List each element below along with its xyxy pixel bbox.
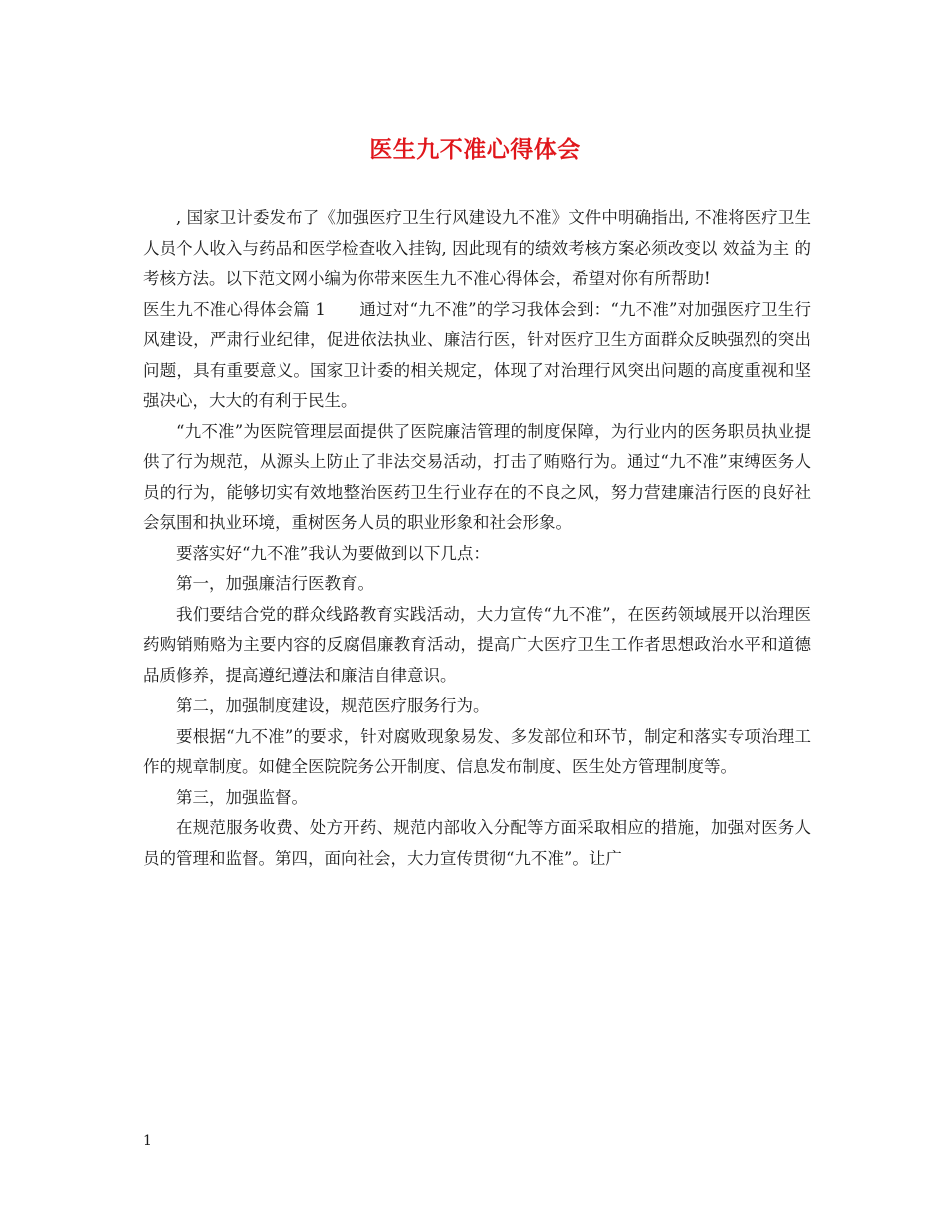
paragraph-point-3-body: 在规范服务收费、处方开药、规范内部收入分配等方面采取相应的措施，加强对医务人员的管理和监督。第四，面向社会，大力宣传贯彻“九不准”。让广 xyxy=(143,818,811,868)
paragraph-point-1-heading: 第一，加强廉洁行医教育。 xyxy=(176,574,374,593)
paragraph-points-intro: 要落实好“九不准”我认为要做到以下几点： xyxy=(176,543,490,563)
paragraph-point-1-body: 我们要结合党的群众线路教育实践活动，大力宣传“九不准”，在医药领域展开以治理医药购销贿赂为主要内容的反腐倡廉教育活动，提高广大医疗卫生工作者思想政治水平和道德品质修养，提高遵纪遵法和廉洁自律意识。 xyxy=(143,604,811,685)
page-number: 1 xyxy=(143,1133,152,1149)
paragraph-point-3-heading: 第三，加强监督。 xyxy=(176,787,308,807)
document-title: 医生九不准心得体会 xyxy=(369,136,581,163)
paragraph-point-2-body: 要根据“九不准”的要求，针对腐败现象易发、多发部位和环节，制定和落实专项治理工作的规章制度。如健全医院院务公开制度、信息发布制度、医生处方管理制度等。 xyxy=(143,726,811,776)
paragraph-point-2-heading: 第二，加强制度建设，规范医疗服务行为。 xyxy=(176,696,490,715)
paragraph-intro: , 国家卫计委发布了《加强医疗卫生行风建设九不准》文件中明确指出, 不准将医疗卫生人员个人收入与药品和医学检查收入挂钩, 因此现有的绩效考核方案必须改变以 效益为主 的考核方法。以下范文网小编为你带来医生九不准心得体会，希望对你有所帮助! xyxy=(143,208,811,288)
paragraph-nine-rules-significance: “九不准”为医院管理层面提供了医院廉洁管理的制度保障，为行业内的医务职员执业提供了行为规范，从源头上防止了非法交易活动，打击了贿赂行为。通过“九不准”束缚医务人员的行为，能够切实有效地整治医药卫生行业存在的不良之风，努力营建廉洁行医的良好社会氛围和执业环境，重树医务人员的职业形象和社会形象。 xyxy=(143,421,811,532)
document-body xyxy=(143,203,811,874)
paragraph-article-1: 医生九不准心得体会篇 1 通过对“九不准”的学习我体会到：“九不准”对加强医疗卫生行风建设，严肃行业纪律，促进依法执业、廉洁行医，针对医疗卫生方面群众反映强烈的突出问题，具有重要意义。国家卫计委的相关规定，体现了对治理行风突出问题的高度重视和坚强决心，大大的有利于民生。 xyxy=(143,299,811,410)
